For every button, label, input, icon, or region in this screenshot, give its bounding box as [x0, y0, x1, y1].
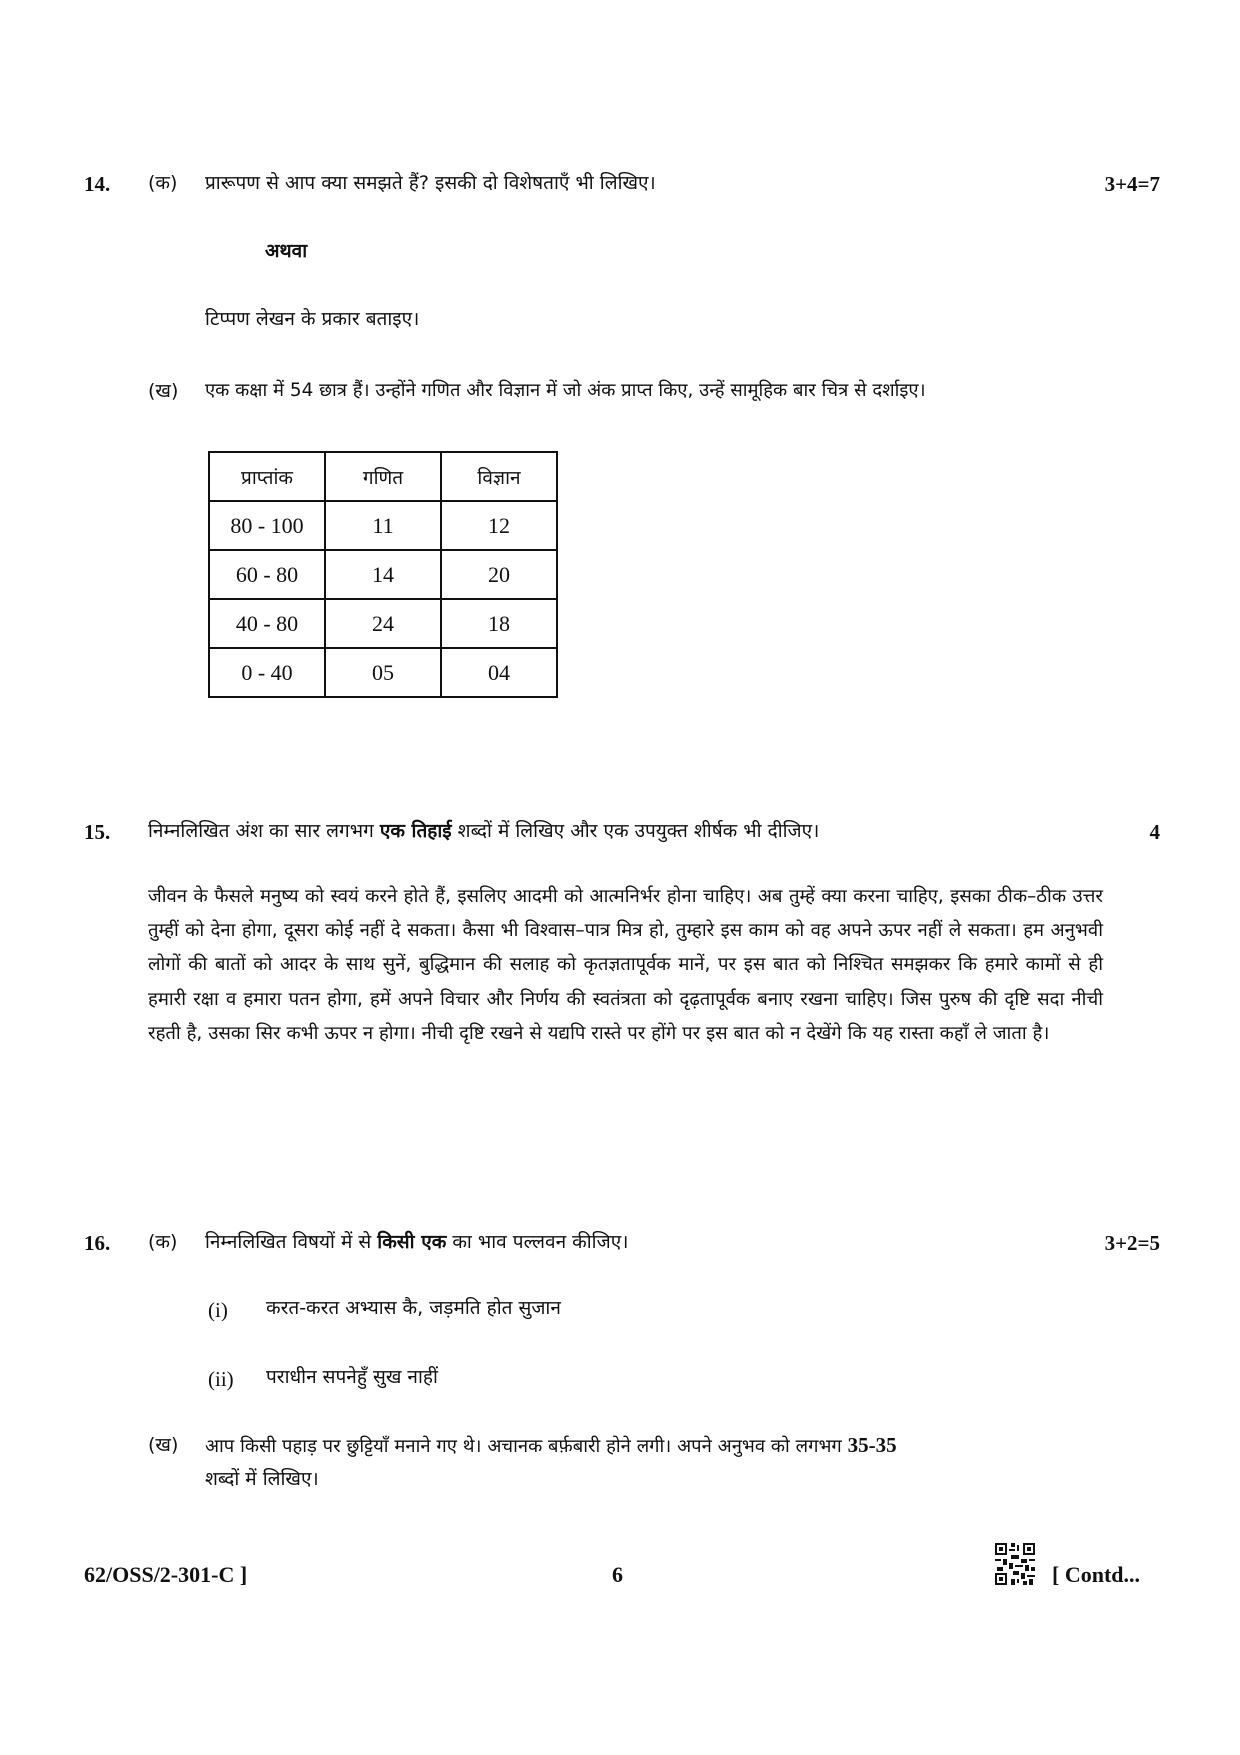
q16-part-a-before: निम्नलिखित विषयों में से: [205, 1231, 378, 1253]
table-header-cell: विज्ञान: [441, 452, 557, 501]
paper-code: 62/OSS/2-301-C ]: [84, 1562, 248, 1587]
q14-marks: 3+4=7: [1104, 172, 1160, 196]
q15-text-after: शब्दों में लिखिए और एक उपयुक्त शीर्षक भी दीजिए।: [451, 820, 820, 842]
q16-part-a-after: का भाव पल्लवन कीजिए।: [446, 1231, 629, 1253]
q16-option-text: पराधीन सपनेहुँ सुख नाहीं: [266, 1366, 438, 1388]
table-cell: 04: [441, 648, 557, 697]
q16-part-b-label: (ख): [148, 1434, 179, 1456]
table-cell: 80 - 100: [209, 501, 325, 550]
qr-code-icon: [995, 1543, 1035, 1589]
table-cell: 12: [441, 501, 557, 550]
q16-part-b-line1-bold: 35-35: [847, 1433, 897, 1457]
q15-text-bold: एक तिहाई: [379, 820, 452, 842]
q15-instruction: [148, 818, 819, 844]
table-header-cell: गणित: [325, 452, 441, 501]
table-cell: 24: [325, 599, 441, 648]
table-row: [209, 550, 557, 599]
marks-table: [208, 451, 558, 698]
q16-part-b-line1: [205, 1432, 897, 1460]
q16-option-label: (i): [208, 1298, 228, 1322]
table-header-row: [209, 452, 557, 501]
table-row: [209, 599, 557, 648]
table-cell: 60 - 80: [209, 550, 325, 599]
table-cell: 40 - 80: [209, 599, 325, 648]
table-row: [209, 648, 557, 697]
q14-or-label: अथवा: [265, 240, 308, 262]
q15-text-before: निम्नलिखित अंश का सार लगभग: [148, 820, 380, 842]
table-cell: 14: [325, 550, 441, 599]
q16-option-text: करत-करत अभ्यास कै, जड़मति होत सुजान: [266, 1297, 561, 1319]
q16-part-b-line2: शब्दों में लिखिए।: [205, 1468, 319, 1490]
q14-part-b-text: एक कक्षा में 54 छात्र हैं। उन्होंने गणित और विज्ञान में जो अंक प्राप्त किए, उन्हें सामूहिक बार चित्र से दर्शाइए।: [205, 380, 926, 401]
table-header-cell: प्राप्तांक: [209, 452, 325, 501]
q14-part-a-text: प्रारूपण से आप क्या समझते हैं? इसकी दो विशेषताएँ भी लिखिए।: [205, 172, 656, 194]
q15-passage: जीवन के फैसले मनुष्य को स्वयं करने होते हैं, इसलिए आदमी को आत्मनिर्भर होना चाहिए। अब तुम्हें क्या करना चाहिए, इसका ठीक–ठीक उत्तर तुम्हीं को देना होगा, दूसरा कोई नहीं दे सकता। कैसा भी विश्वास–पात्र मित्र हो, तुम्हारे इस काम को वह अपने ऊपर नहीं ले सकता। हम अनुभवी लोगों की बातों को आदर के साथ सुनें, बुद्धिमान की सलाह को कृतज्ञतापूर्वक मानें, पर इस बात को निश्चित समझकर कि हमारे कामों से ही हमारी रक्षा व हमारा पतन होगा, हमें अपने विचार और निर्णय की स्वतंत्रता को दृढ़तापूर्वक बनाए रखना चाहिए। जिस पुरुष की दृष्टि सदा नीची रहती है, उसका सिर कभी ऊपर न होगा। नीची दृष्टि रखने से यद्यपि रास्ते पर होंगे पर इस बात को न देखेंगे कि यह रास्ता कहाँ ले जाता है।: [148, 886, 1103, 1044]
q16-part-b-line1-before: आप किसी पहाड़ पर छुट्टियाँ मनाने गए थे। अचानक बर्फ़बारी होने लगी। अपने अनुभव को लगभग: [205, 1436, 848, 1457]
table-cell: 18: [441, 599, 557, 648]
q16-part-a-bold: किसी एक: [377, 1231, 447, 1253]
page-number: 6: [612, 1562, 623, 1587]
q15-number: 15.: [84, 820, 111, 844]
q14-part-a-label: (क): [148, 172, 178, 194]
table-cell: 11: [325, 501, 441, 550]
q15-marks: 4: [1149, 820, 1160, 844]
table-row: [209, 501, 557, 550]
q16-marks: 3+2=5: [1104, 1231, 1160, 1255]
q16-part-a-label: (क): [148, 1231, 178, 1253]
table-cell: 05: [325, 648, 441, 697]
q16-part-a-text: [205, 1229, 628, 1255]
table-cell: 0 - 40: [209, 648, 325, 697]
q14-part-b-label: (ख): [148, 380, 179, 402]
table-cell: 20: [441, 550, 557, 599]
q14-number: 14.: [84, 172, 111, 196]
q16-number: 16.: [84, 1231, 111, 1255]
q14-alt-text: टिप्पण लेखन के प्रकार बताइए।: [205, 308, 420, 330]
contd-label: [ Contd...: [1052, 1562, 1141, 1587]
q16-option-label: (ii): [208, 1367, 234, 1391]
